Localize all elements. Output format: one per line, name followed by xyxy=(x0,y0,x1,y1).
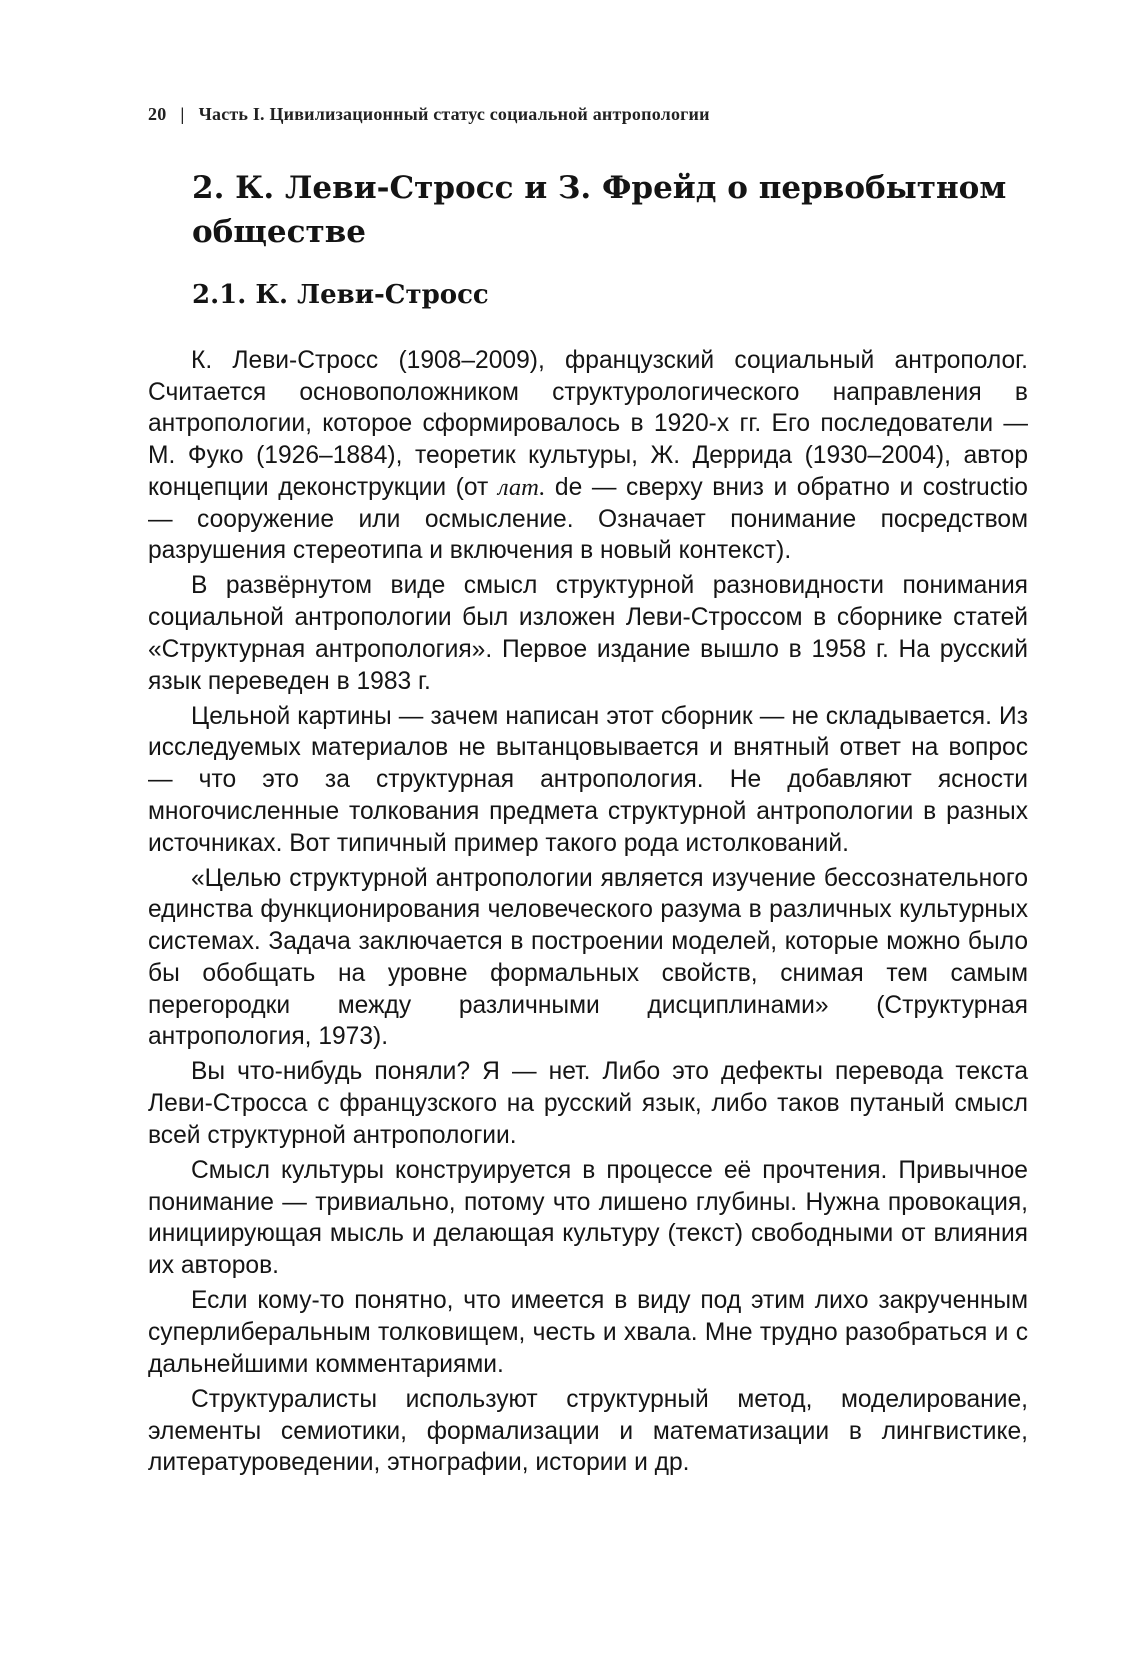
paragraph-5: Вы что-нибудь поняли? Я — нет. Либо это дефекты перевода текста Леви-Стросса с французского на русский язык, либо таков путаный смысл всей структурной антропологии. xyxy=(148,1058,1028,1149)
chapter-title: 2. К. Леви-Стросс и З. Фрейд о первобытном обществе xyxy=(192,170,1007,250)
running-head xyxy=(148,104,710,125)
paragraph-8: Структуралисты используют структурный метод, моделирование, элементы семиотики, формализации и математизации в лингвистике, литературоведении, этнографии, истории и др. xyxy=(148,1386,1028,1477)
page-number: 20 xyxy=(148,104,167,124)
body-text xyxy=(148,345,1028,1480)
section-title: 2.1. К. Леви-Стросс xyxy=(192,280,489,310)
paragraph-1 xyxy=(148,345,1028,567)
paragraph-1-text-a: К. Леви-Стросс (1908–2009), французский социальный антрополог. Считается основоположником структурологического направления в антропологии, которое сформировалось в 1920-х гг. Его последователи — М. Фуко (1926–1884), теоретик культуры, Ж. Деррида (1930–2004), автор концепции деконструкции (от xyxy=(148,347,1028,501)
paragraph-2: В развёрнутом виде смысл структурной разновидности понимания социальной антропологии был изложен Леви-Строссом в сборнике статей «Структурная антропология». Первое издание вышло в 1958 г. На русский язык переведен в 1983 г. xyxy=(148,572,1028,695)
paragraph-1-italic: лат. xyxy=(497,473,546,501)
running-head-separator: | xyxy=(180,104,185,124)
running-head-title: Часть I. Цивилизационный статус социальной антропологии xyxy=(198,104,710,124)
paragraph-7: Если кому-то понятно, что имеется в виду под этим лихо закрученным суперлиберальным толковищем, честь и хвала. Мне трудно разобраться и с дальнейшими комментариями. xyxy=(148,1287,1028,1378)
paragraph-1-text-b: de — сверху вниз и обратно и costructio — сооружение или осмысление. Означает понимание посредством разрушения стереотипа и включения в новый контекст). xyxy=(148,473,1028,565)
paragraph-3: Цельной картины — зачем написан этот сборник — не складывается. Из исследуемых материалов не вытанцовывается и внятный ответ на вопрос — что это за структурная антропология. Не добавляют ясности многочисленные толкования предмета структурной антропологии в разных источниках. Вот типичный пример такого рода истолкований. xyxy=(148,702,1028,857)
paragraph-6: Смысл культуры конструируется в процессе её прочтения. Привычное понимание — тривиально, потому что лишено глубины. Нужна провокация, инициирующая мысль и делающая культуру (текст) свободными от влияния их авторов. xyxy=(148,1157,1028,1280)
paragraph-4: «Целью структурной антропологии является изучение бессознательного единства функционирования человеческого разума в различных культурных системах. Задача заключается в построении моделей, которые можно было бы обобщать на уровне формальных свойств, снимая тем самым перегородки между различными дисциплинами» (Структурная антропология, 1973). xyxy=(148,864,1028,1051)
